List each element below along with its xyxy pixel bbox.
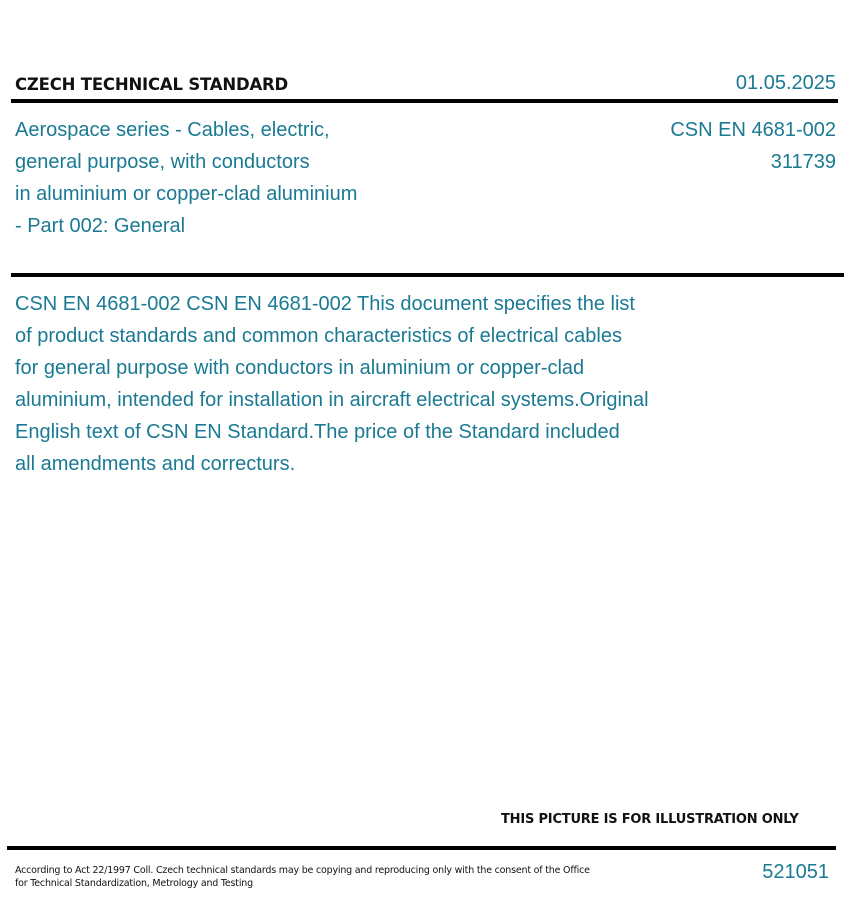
standard-title xyxy=(15,114,357,242)
title-line: Aerospace series - Cables, electric, xyxy=(15,119,330,141)
title-divider xyxy=(11,273,844,277)
legal-notice-line: for Technical Standardization, Metrology and Testing xyxy=(15,878,253,889)
document-type-label: CZECH TECHNICAL STANDARD xyxy=(15,75,289,94)
footer-divider xyxy=(7,846,836,850)
document-code: 521051 xyxy=(762,861,829,883)
standard-identifiers xyxy=(670,114,836,178)
description-line: for general purpose with conductors in aluminium or copper-clad xyxy=(15,357,585,379)
standard-number: CSN EN 4681-002 xyxy=(670,119,836,141)
publication-date: 01.05.2025 xyxy=(735,72,836,94)
description-line: all amendments and correcturs. xyxy=(15,453,296,475)
title-line: general purpose, with conductors xyxy=(15,151,310,173)
catalog-number: 311739 xyxy=(770,151,836,173)
description-line: English text of CSN EN Standard.The price of the Standard included xyxy=(15,421,620,443)
standard-description xyxy=(15,288,715,480)
description-line: of product standards and common characteristics of electrical cables xyxy=(15,325,622,347)
title-line: in aluminium or copper-clad aluminium xyxy=(15,183,358,205)
legal-notice-line: According to Act 22/1997 Coll. Czech technical standards may be copying and reproducing only with the consent of the Office xyxy=(15,865,590,876)
title-line: - Part 002: General xyxy=(15,215,186,237)
legal-notice xyxy=(15,864,590,890)
illustration-disclaimer: THIS PICTURE IS FOR ILLUSTRATION ONLY xyxy=(501,812,799,827)
header-divider xyxy=(11,99,838,103)
description-line: CSN EN 4681-002 CSN EN 4681-002 This document specifies the list xyxy=(15,293,635,315)
description-line: aluminium, intended for installation in aircraft electrical systems.Original xyxy=(15,389,649,411)
